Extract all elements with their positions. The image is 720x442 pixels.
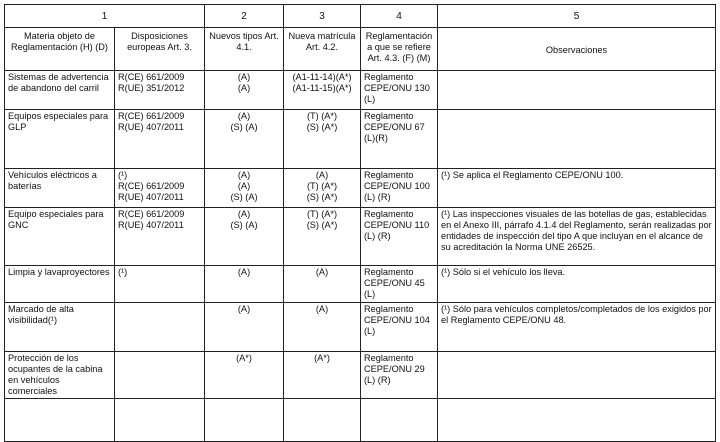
table-row (5, 399, 716, 442)
cell-nueva-matricula-line: (S) (A*) (306, 192, 338, 202)
cell-reglamentacion: Reglamento CEPE/ONU 100 (L) (R) (361, 169, 438, 208)
table-row (5, 208, 716, 266)
cell-observaciones (438, 399, 716, 442)
table-row (5, 303, 716, 352)
cell-disposiciones-line: R(UE) 351/2012 (118, 83, 185, 93)
cell-materia: Marcado de alta visibilidad(¹) (5, 303, 115, 352)
cell-disposiciones (115, 303, 205, 352)
cell-nueva-matricula (284, 169, 361, 208)
cell-disposiciones-line: R(UE) 407/2011 (118, 122, 184, 132)
cell-nuevos-tipos-line: (S) (A) (230, 220, 258, 230)
cell-nuevos-tipos-line: (S) (A) (230, 122, 258, 132)
cell-nueva-matricula (284, 110, 361, 169)
cell-nuevos-tipos-line: (A) (237, 209, 251, 219)
cell-disposiciones (115, 266, 205, 303)
header-disposiciones: Disposiciones europeas Art. 3. (115, 28, 205, 71)
cell-nuevos-tipos-line: (A) (237, 267, 251, 277)
cell-nueva-matricula (284, 352, 361, 399)
cell-nuevos-tipos (205, 110, 284, 169)
cell-nuevos-tipos (205, 303, 284, 352)
table-row (5, 169, 716, 208)
cell-reglamentacion: Reglamento CEPE/ONU 29 (L) (R) (361, 352, 438, 399)
cell-materia: Limpia y lavaproyectores (5, 266, 115, 303)
cell-nuevos-tipos (205, 208, 284, 266)
cell-observaciones: (¹) Sólo para vehículos completos/completados de los exigidos por el Reglamento CEPE/ONU 48. (438, 303, 716, 352)
table-body (5, 71, 716, 442)
cell-nuevos-tipos-line: (A) (237, 304, 251, 314)
cell-observaciones (438, 352, 716, 399)
cell-disposiciones-line: R(CE) 661/2009 (118, 111, 185, 121)
cell-nueva-matricula (284, 399, 361, 442)
cell-nuevos-tipos-line: (A) (237, 111, 251, 121)
cell-nueva-matricula-line: (A) (315, 267, 329, 277)
cell-disposiciones-line: R(CE) 661/2009 (118, 181, 185, 191)
cell-materia: Vehículos eléctricos a baterías (5, 169, 115, 208)
cell-nuevos-tipos-line: (A) (237, 181, 251, 191)
cell-reglamentacion: Reglamento CEPE/ONU 110 (L) (R) (361, 208, 438, 266)
cell-reglamentacion: Reglamento CEPE/ONU 67 (L)(R) (361, 110, 438, 169)
cell-nueva-matricula-line: (A1-11-14)(A*) (292, 72, 352, 82)
cell-nuevos-tipos-line: (A) (237, 72, 251, 82)
cell-disposiciones-line: R(CE) 661/2009 (118, 72, 185, 82)
cell-disposiciones-line: (¹) (118, 170, 128, 180)
cell-observaciones (438, 110, 716, 169)
cell-disposiciones (115, 399, 205, 442)
cell-observaciones (438, 71, 716, 110)
cell-materia: Protección de los ocupantes de la cabina en vehículos comerciales (5, 352, 115, 399)
cell-nueva-matricula-line: (S) (A*) (306, 122, 338, 132)
cell-nueva-matricula-line: (A) (315, 170, 329, 180)
header-reglamentacion: Reglamentación a que se refiere Art. 4.3. (F) (M) (361, 28, 438, 71)
cell-disposiciones (115, 352, 205, 399)
header-row (5, 28, 716, 71)
cell-reglamentacion: Reglamento CEPE/ONU 45 (L) (361, 266, 438, 303)
cell-nuevos-tipos (205, 352, 284, 399)
cell-materia: Equipos especiales para GLP (5, 110, 115, 169)
table-row (5, 352, 716, 399)
column-number-4: 4 (361, 5, 438, 28)
column-number-5: 5 (438, 5, 716, 28)
cell-nuevos-tipos-line: (A*) (236, 353, 252, 363)
header-nuevos-tipos: Nuevos tipos Art. 4.1. (205, 28, 284, 71)
cell-nuevos-tipos-line: (S) (A) (230, 192, 258, 202)
cell-nueva-matricula (284, 303, 361, 352)
cell-nueva-matricula-line: (A1-11-15)(A*) (292, 83, 352, 93)
cell-disposiciones-line: R(CE) 661/2009 (118, 209, 185, 219)
cell-disposiciones (115, 169, 205, 208)
cell-nueva-matricula-line: (T) (A*) (306, 209, 338, 219)
cell-nuevos-tipos (205, 399, 284, 442)
cell-nuevos-tipos (205, 71, 284, 110)
table-row (5, 266, 716, 303)
header-nueva-matricula: Nueva matrícula Art. 4.2. (284, 28, 361, 71)
cell-disposiciones (115, 110, 205, 169)
cell-observaciones: (¹) Las inspecciones visuales de las botellas de gas, establecidas en el Anexo III, párrafo 4.1.4 del Reglamento, serán realizadas por entidades de inspección del tipo A que incluyan en el alcance de su acreditación la Norma UNE 26525. (438, 208, 716, 266)
cell-nueva-matricula (284, 71, 361, 110)
cell-materia (5, 399, 115, 442)
regulations-table (4, 4, 716, 442)
cell-materia: Equipo especiales para GNC (5, 208, 115, 266)
cell-nueva-matricula-line: (A) (315, 304, 329, 314)
cell-nueva-matricula-line: (T) (A*) (306, 181, 338, 191)
cell-nueva-matricula (284, 208, 361, 266)
cell-materia: Sistemas de advertencia de abandono del carril (5, 71, 115, 110)
header-observaciones: Observaciones (438, 28, 716, 71)
table-row (5, 110, 716, 169)
cell-disposiciones-line: (¹) (118, 267, 128, 277)
cell-nuevos-tipos-line: (A) (237, 170, 251, 180)
cell-nueva-matricula-line: (S) (A*) (306, 220, 338, 230)
cell-nueva-matricula (284, 266, 361, 303)
column-number-2: 2 (205, 5, 284, 28)
cell-nuevos-tipos-line: (A) (237, 83, 251, 93)
cell-disposiciones (115, 208, 205, 266)
cell-disposiciones-line: R(UE) 407/2011 (118, 220, 184, 230)
cell-nuevos-tipos (205, 169, 284, 208)
cell-nueva-matricula-line: (T) (A*) (306, 111, 338, 121)
cell-disposiciones-line: R(UE) 407/2011 (118, 192, 184, 202)
column-number-1: 1 (5, 5, 205, 28)
cell-disposiciones (115, 71, 205, 110)
header-materia: Materia objeto de Reglamentación (H) (D) (5, 28, 115, 71)
column-number-row (5, 5, 716, 28)
cell-reglamentacion: Reglamento CEPE/ONU 130 (L) (361, 71, 438, 110)
column-number-3: 3 (284, 5, 361, 28)
table-row (5, 71, 716, 110)
cell-nueva-matricula-line: (A*) (314, 353, 330, 363)
cell-reglamentacion (361, 399, 438, 442)
cell-observaciones: (¹) Se aplica el Reglamento CEPE/ONU 100. (438, 169, 716, 208)
cell-observaciones: (¹) Sólo si el vehículo los lleva. (438, 266, 716, 303)
cell-reglamentacion: Reglamento CEPE/ONU 104 (L) (361, 303, 438, 352)
cell-nuevos-tipos (205, 266, 284, 303)
